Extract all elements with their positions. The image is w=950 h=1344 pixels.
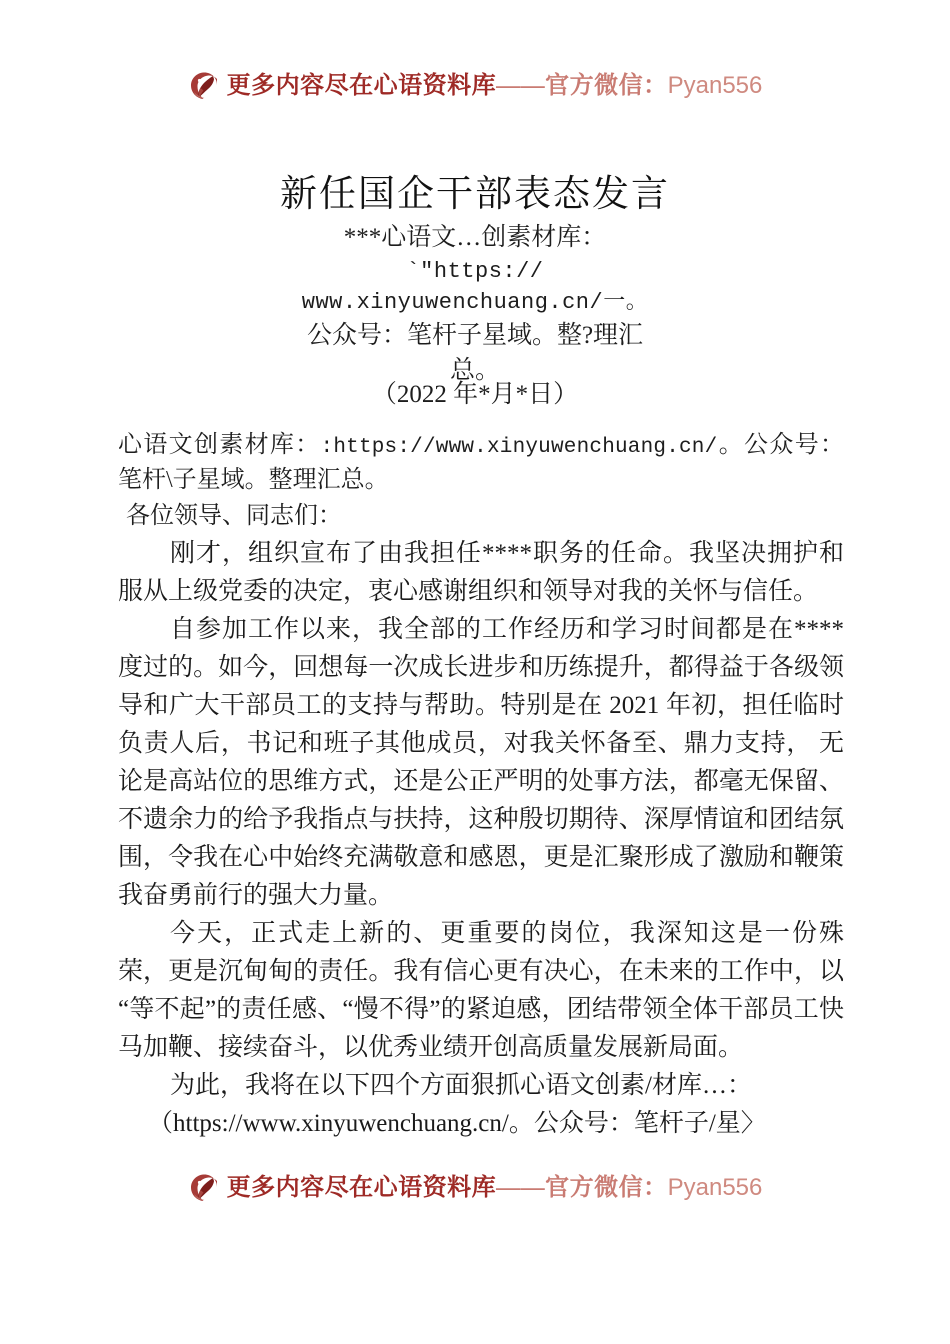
watermark-text <box>227 1176 763 1200</box>
watermark-wechat-label: 官方微信： <box>545 73 668 99</box>
subtitle-line-5: 总。 <box>449 357 500 385</box>
subtitle-line-3: www.xinyuwenchuang.cn/一。 <box>301 289 649 315</box>
document-subtitle <box>285 220 665 389</box>
subtitle-line-2: `"https:// <box>406 258 544 284</box>
subtitle-line-1: ***心语文…创素材库： <box>343 224 607 251</box>
watermark-text <box>227 74 763 98</box>
closing-line: 为此，我将在以下四个方面狠抓心语文创素/材库…： <box>170 1072 752 1100</box>
closing-url-line: （https://www.xinyuwenchuang.cn/。公众号：笔杆子/星〉 <box>148 1109 766 1137</box>
watermark-header <box>0 70 950 102</box>
document-body <box>118 428 844 1142</box>
body-paragraph-3: 今天，正式走上新的、更重要的岗位，我深知这是一份殊荣，更是沉甸甸的责任。我有信心更有决心，在未来的工作中，以“等不起”的责任感、“慢不得”的紧迫感，团结带领全体干部员工快马加鞭、接续奋斗，以优秀业绩开创高质量发展新局面。 <box>118 920 844 1062</box>
watermark-dash: —— <box>496 1175 546 1201</box>
body-paragraph-2: 自参加工作以来，我全部的工作经历和学习时间都是在****度过的。如今，回想每一次成长进步和历练提升，都得益于各级领导和广大干部员工的支持与帮助。特别是在 2021 年初，担任临时负责人后，书记和班子其他成员，对我关怀备至、鼎力支持， 无论是高站位的思维方式，还是公正严明的处事方法，都毫无保留、不遗余力的给予我指点与扶持，这种殷切期待、深厚情谊和团结氛围，令我在心中始终充满敬意和感恩，更是汇聚形成了激励和鞭策我奋勇前行的强大力量。 <box>118 616 844 910</box>
document-date: （2022 年*月*日） <box>371 381 579 408</box>
watermark-main-text: 更多内容尽在心语资料库 <box>226 1175 497 1201</box>
watermark-wechat-label: 官方微信： <box>545 1175 668 1201</box>
source-note-prefix: 心语文创素材库： <box>118 432 321 458</box>
feather-circle-logo-icon <box>188 1172 220 1204</box>
source-note <box>118 428 844 497</box>
salutation: 各位领导、同志们： <box>126 502 342 529</box>
subtitle-line-4: 公众号：笔杆子星域。整?理汇 <box>306 321 644 349</box>
source-note-url: :https://www.xinyuwenchuang.cn/ <box>320 436 718 459</box>
source-note-suffix: 。公众号：笔杆\子星域。整理汇总。 <box>118 432 845 493</box>
watermark-dash: —— <box>496 73 546 99</box>
watermark-footer <box>0 1172 950 1204</box>
feather-circle-logo-icon <box>188 70 220 102</box>
watermark-wechat-id: Pyan556 <box>667 1174 763 1201</box>
document-title: 新任国企干部表态发言 <box>280 174 670 215</box>
watermark-main-text: 更多内容尽在心语资料库 <box>226 73 497 99</box>
body-paragraph-1: 刚才，组织宣布了由我担任****职务的任命。我坚决拥护和服从上级党委的决定，衷心感谢组织和领导对我的关怀与信任。 <box>118 540 844 606</box>
watermark-wechat-id: Pyan556 <box>667 72 763 99</box>
